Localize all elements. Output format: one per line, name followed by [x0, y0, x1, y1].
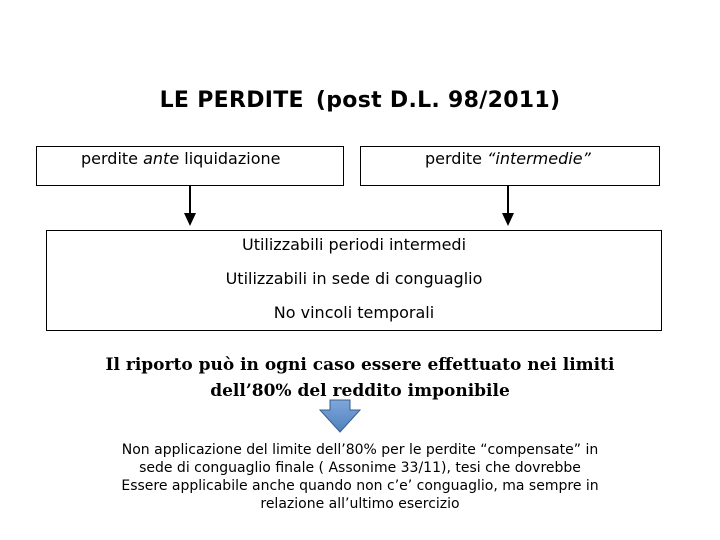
box-left-suffix: liquidazione: [179, 149, 281, 168]
footer-line-4: relazione all’ultimo esercizio: [260, 496, 460, 512]
box-left-emphasis: ante: [143, 149, 180, 168]
box-left-prefix: perdite: [81, 149, 144, 168]
footer-line-1: Non applicazione del limite dell’80% per le perdite “compensate” in: [121, 442, 599, 458]
footer-note: [0, 441, 720, 513]
notice-line-2: dell’80% del reddito imponibile: [210, 381, 510, 401]
title-part1: LE PERDITE: [159, 88, 304, 113]
arrow-right: [502, 186, 514, 226]
block-arrow-down: [320, 400, 360, 432]
utilizzo-line-1: Utilizzabili periodi intermedi: [241, 235, 467, 254]
limit-notice: [0, 352, 720, 404]
box-right-emphasis: “intermedie”: [487, 149, 591, 168]
footer-line-3: Essere applicabile anche quando non c’e’ conguaglio, ma sempre in: [121, 478, 599, 494]
box-right-prefix: perdite: [425, 149, 488, 168]
utilizzo-line-3: No vincoli temporali: [273, 303, 435, 322]
notice-line-1: Il riporto può in ogni caso essere effettuato nei limiti: [105, 355, 615, 375]
arrow-left: [184, 186, 196, 226]
title-part2: (post D.L. 98/2011): [315, 88, 561, 113]
box-utilizzo: [46, 230, 662, 331]
footer-line-2: sede di conguaglio finale ( Assonime 33/11), tesi che dovrebbe: [139, 460, 581, 476]
utilizzo-line-2: Utilizzabili in sede di conguaglio: [225, 269, 483, 288]
